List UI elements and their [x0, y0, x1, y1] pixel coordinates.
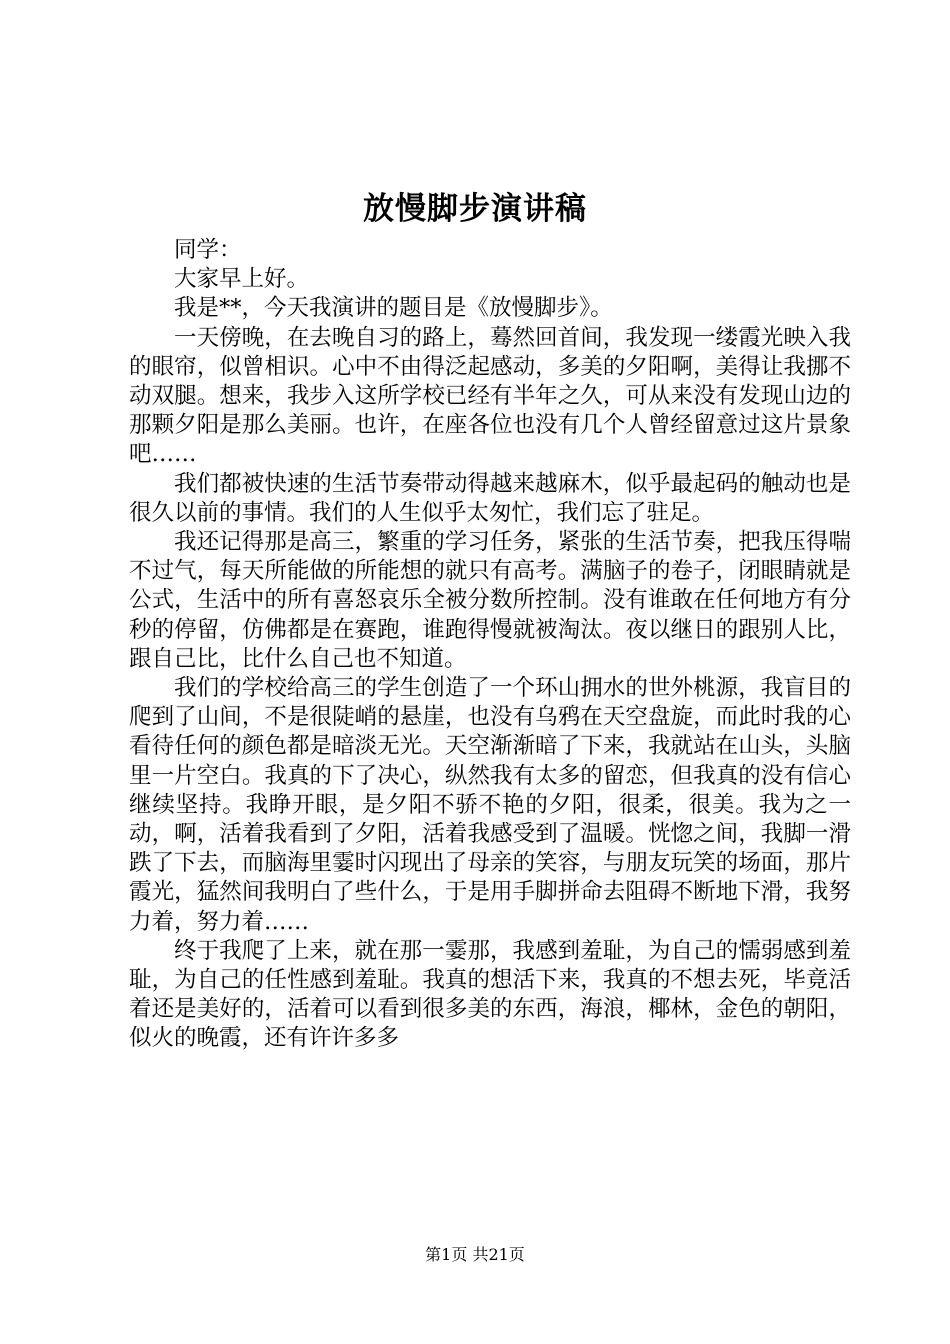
paragraph-good-morning: 大家早上好。	[174, 266, 310, 293]
paragraph-greeting: 同学：	[174, 237, 242, 263]
document-body	[129, 236, 851, 1054]
document-title: 放慢脚步演讲稿	[363, 191, 587, 227]
paragraph-introduction: 我是**，今天我演讲的题目是《放慢脚步》。	[174, 295, 613, 322]
paragraph-sunset: 一天傍晚，在去晚自习的路上，蓦然回首间，我发现一缕霞光映入我的眼帘，似曾相识。心中不由得泛起感动，多美的夕阳啊，美得让我挪不动双腿。想来，我步入这所学校已经有半年之久，可从来没有发现山边的那颗夕阳是那么美丽。也许，在座各位也没有几个人曾经留意过这片景象吧……	[129, 324, 851, 468]
page-number-footer: 第1页 共21页	[425, 1245, 525, 1264]
paragraph-climb-back: 终于我爬了上来，就在那一霎那，我感到羞耻，为自己的懦弱感到羞耻，为自己的任性感到羞耻。我真的想活下来，我真的不想去死，毕竟活着还是美好的，活着可以看到很多美的东西，海浪，椰林，金色的朝阳，似火的晚霞，还有许许多多	[129, 937, 851, 1052]
paragraph-senior-year: 我还记得那是高三，繁重的学习任务，紧张的生活节奏，把我压得喘不过气，每天所能做的所能想的就只有高考。满脑子的卷子，闭眼睛就是公式，生活中的所有喜怒哀乐全被分数所控制。没有谁敢在任何地方有分秒的停留，仿佛都是在赛跑，谁跑得慢就被淘汰。夜以继日的跟别人比，跟自己比，比什么自己也不知道。	[129, 529, 851, 672]
paragraph-life-pace: 我们都被快速的生活节奏带动得越来越麻木，似乎最起码的触动也是很久以前的事情。我们的人生似乎太匆忙，我们忘了驻足。	[129, 470, 851, 526]
paragraph-mountain: 我们的学校给高三的学生创造了一个环山拥水的世外桃源，我盲目的爬到了山间，不是很陡峭的悬崖，也没有乌鸦在天空盘旋，而此时我的心看待任何的颜色都是暗淡无光。天空渐渐暗了下来，我就站在山头，头脑里一片空白。我真的下了决心，纵然我有太多的留恋，但我真的没有信心继续坚持。我睁开眼，是夕阳不骄不艳的夕阳，很柔，很美。我为之一动，啊，活着我看到了夕阳，活着我感受到了温暖。恍惚之间，我脚一滑跌了下去，而脑海里霎时闪现出了母亲的笑容，与朋友玩笑的场面，那片霞光，猛然间我明白了些什么，于是用手脚拼命去阻碍不断地下滑，我努力着，努力着……	[129, 675, 851, 935]
